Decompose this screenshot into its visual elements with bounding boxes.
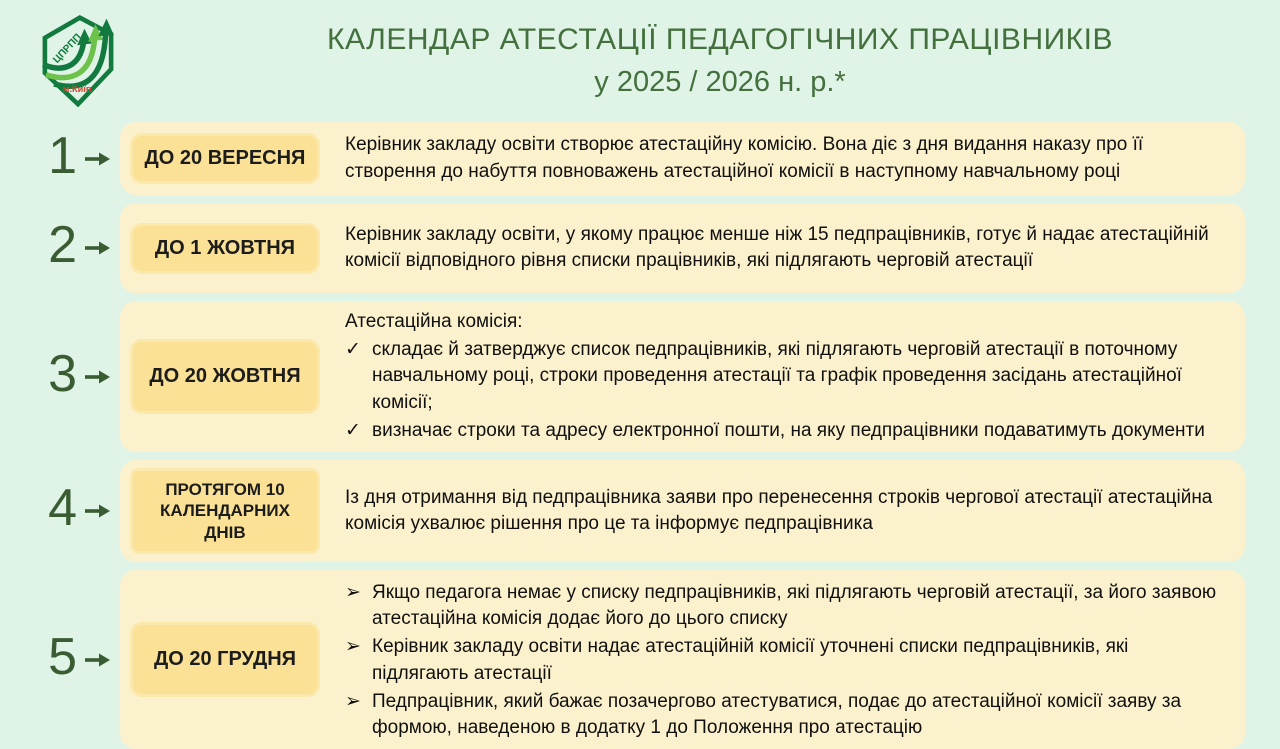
list-item-text: Педпрацівник, який бажає позачергово атестуватися, подає до атестаційної комісії заяву за формою, наведеною в додатку 1 до Положення про атестацію [372, 690, 1182, 738]
cprpp-logo-icon [32, 8, 124, 112]
step-2-panel [120, 203, 1245, 293]
step-2-description: Керівник закладу освіти, у якому працює менше ніж 15 педпрацівників, готує й надає атестаційній комісії відповідного рівня списки працівників, які підлягають черговій атестації [345, 223, 1209, 271]
step-3-deadline-badge: ДО 20 ЖОВТНЯ [130, 339, 320, 414]
arrowhead-bullet-icon: ➢ [345, 581, 361, 603]
step-5-number: 5 [48, 627, 77, 686]
timeline [0, 122, 1280, 749]
logo-acronym: ЦПРПП [51, 31, 84, 66]
timeline-step-2 [0, 203, 1245, 293]
list-item [345, 337, 1225, 416]
step-2-number: 2 [48, 216, 77, 274]
step-4-panel [120, 460, 1245, 562]
step-5-panel [120, 570, 1245, 749]
step-5-deadline-badge: ДО 20 ГРУДНЯ [130, 622, 320, 697]
step-1-deadline-badge: ДО 20 ВЕРЕСНЯ [130, 133, 320, 184]
list-item [345, 689, 1225, 741]
arrow-right-icon [84, 652, 111, 668]
page-title-line1: КАЛЕНДАР АТЕСТАЦІЇ ПЕДАГОГІЧНИХ ПРАЦІВНИКІВ [327, 23, 1113, 56]
timeline-step-5 [0, 570, 1245, 749]
timeline-step-4 [0, 460, 1245, 562]
arrow-right-icon [84, 240, 111, 256]
step-3-number: 3 [48, 344, 77, 403]
step-2-deadline-badge: ДО 1 ЖОВТНЯ [130, 223, 320, 274]
step-3-panel [120, 301, 1245, 452]
list-item [345, 418, 1225, 444]
list-item [345, 580, 1225, 632]
step-1-number: 1 [48, 126, 77, 185]
step-3-intro: Атестаційна комісія: [345, 311, 523, 332]
checkmark-icon: ✓ [345, 339, 361, 361]
arrow-right-icon [84, 151, 111, 167]
list-item [345, 634, 1225, 686]
step-5-marker [0, 570, 120, 749]
arrow-right-icon [84, 503, 111, 519]
logo-city: м.Київ [62, 84, 92, 95]
list-item-text: Керівник закладу освіти надає атестаційній комісії уточнені списки педпрацівників, які підлягають атестації [372, 636, 1129, 684]
step-3-description [345, 309, 1225, 444]
timeline-step-1 [0, 122, 1245, 195]
step-3-marker [0, 301, 120, 452]
step-4-description: Із дня отримання від педпрацівника заяви про перенесення строків чергової атестації атестаційна комісія ухвалює рішення про це та інформує педпрацівника [345, 486, 1213, 534]
list-item-text: складає й затверджує список педпрацівників, які підлягають черговій атестації в поточному навчальному році, строки проведення атестації та графік проведення засідань атестаційної комісії; [372, 339, 1182, 413]
step-4-deadline-badge: ПРОТЯГОМ 10 КАЛЕНДАРНИХ ДНІВ [130, 468, 320, 554]
arrow-right-icon [84, 369, 111, 385]
header [0, 0, 1280, 122]
step-1-description: Керівник закладу освіти створює атестаційну комісію. Вона діє з дня видання наказу про її створення до набуття повноважень атестаційної комісії в наступному навчальному році [345, 134, 1144, 182]
list-item-text: визначає строки та адресу електронної пошти, на яку педпрацівники подаватимуть документи [372, 419, 1205, 441]
arrowhead-bullet-icon: ➢ [345, 690, 361, 712]
step-4-marker [0, 460, 120, 562]
page-title-line2: у 2025 / 2026 н. р.* [594, 66, 846, 98]
checkmark-icon: ✓ [345, 419, 361, 441]
timeline-step-3 [0, 301, 1245, 452]
step-5-description [345, 578, 1225, 741]
step-1-marker [0, 122, 120, 195]
arrowhead-bullet-icon: ➢ [345, 636, 361, 658]
page-title [170, 22, 1270, 99]
list-item-text: Якщо педагога немає у списку педпрацівників, які підлягають черговій атестації, за його заявою атестаційна комісія додає його до цього списку [372, 581, 1217, 630]
step-4-number: 4 [48, 478, 77, 537]
step-2-marker [0, 203, 120, 293]
step-1-panel [120, 122, 1245, 195]
